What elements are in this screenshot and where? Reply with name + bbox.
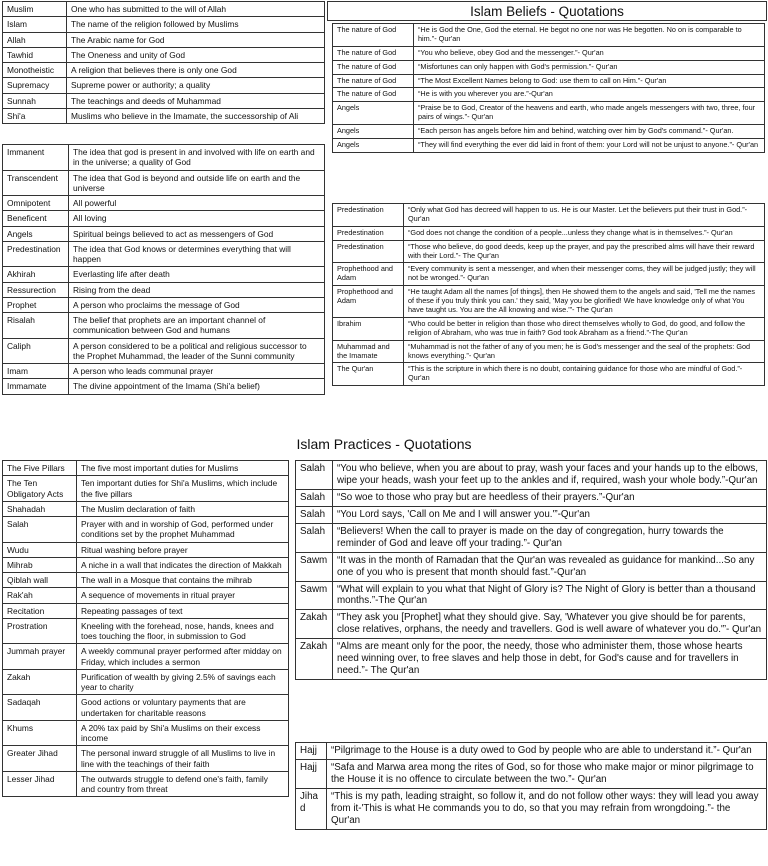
quotation-row <box>296 552 767 581</box>
row-text: “Each person has angels before him and behind, watching over him by God's command.”- Qur'an. <box>414 125 765 139</box>
row-text: A sequence of movements in ritual prayer <box>77 588 289 603</box>
glossary-row <box>3 47 325 62</box>
row-text: “What will explain to you what that Night of Glory is? The Night of Glory is better than a thousand months.”-The Qur'an <box>333 581 767 610</box>
row-label: Mihrab <box>3 557 77 572</box>
row-text: Everlasting life after death <box>69 267 325 282</box>
glossary-table-2 <box>2 144 325 395</box>
glossary-row <box>3 588 289 603</box>
row-label: Angels <box>3 226 69 241</box>
row-label: The nature of God <box>333 46 414 60</box>
row-label: Jihad <box>296 788 327 829</box>
row-label: Akhirah <box>3 267 69 282</box>
glossary-row <box>3 746 289 772</box>
row-label: Salah <box>296 461 333 490</box>
row-text: A person who leads communal prayer <box>69 364 325 379</box>
quotation-row <box>333 317 765 340</box>
quotation-row <box>333 204 765 227</box>
quotation-row <box>333 46 765 60</box>
row-text: “This is my path, leading straight, so follow it, and do not follow other ways: they will lead you away from it-'This is what He commands you to do, so that you may refrain from wrongdoing.”- the Qur'an <box>327 788 767 829</box>
practices-table-1 <box>295 460 767 680</box>
quotation-row <box>296 461 767 490</box>
quotation-row <box>296 743 767 760</box>
row-text: “Who could be better in religion than those who direct themselves wholly to God, do good, and follow the religion of Abraham, who was true in faith? God took Abraham as a friend.”-The Qur'an <box>404 317 765 340</box>
beliefs-group-2 <box>332 203 765 386</box>
row-text: The idea that god is present in and involved with life on earth and in the universe; a quality of God <box>69 145 325 171</box>
row-text: A religion that believes there is only one God <box>67 63 325 78</box>
row-text: Rising from the dead <box>69 282 325 297</box>
row-label: Predestination <box>333 204 404 227</box>
glossary-row <box>3 573 289 588</box>
row-text: Kneeling with the forehead, nose, hands, knees and toes touching the floor, in submission to God <box>77 618 289 644</box>
quotation-row <box>296 759 767 788</box>
quotation-row <box>333 226 765 240</box>
row-label: Caliph <box>3 338 69 364</box>
row-text: The belief that prophets are an important channel of communication between God and humans <box>69 313 325 339</box>
glossary-row <box>3 2 325 17</box>
row-label: Recitation <box>3 603 77 618</box>
row-text: “They will find everything the ever did laid in front of them: your Lord will not be unjust to anyone.”- Qur'an <box>414 139 765 153</box>
glossary-row <box>3 603 289 618</box>
row-text: “He taught Adam all the names [of things], then He showed them to the angels and said, 'Tell me the names of these if you truly think you can.' they said, 'May you be glorified! We have knowledge only of what You have taught us. You are the All knowing and wise.'”- The Qur'an <box>404 286 765 318</box>
glossary-table-3 <box>2 460 289 797</box>
row-label: Monotheistic <box>3 63 67 78</box>
glossary-row <box>3 618 289 644</box>
row-label: Risalah <box>3 313 69 339</box>
glossary-row <box>3 108 325 123</box>
glossary-row <box>3 771 289 797</box>
row-label: Beneficent <box>3 211 69 226</box>
row-text: A 20% tax paid by Shi'a Muslims on their excess income <box>77 720 289 746</box>
row-text: One who has submitted to the will of Allah <box>67 2 325 17</box>
row-label: Shahadah <box>3 501 77 516</box>
row-text: “Every community is sent a messenger, and when their messenger coms, they will be judged justly; they will not be wronged.”- Qur'an <box>404 263 765 286</box>
row-label: The nature of God <box>333 88 414 102</box>
row-text: “Misfortunes can only happen with God's permission.”- Qur'an <box>414 60 765 74</box>
glossary-row <box>3 282 325 297</box>
row-text: The idea that God is beyond and outside life on earth and the universe <box>69 170 325 196</box>
quotation-row <box>333 139 765 153</box>
glossary-row <box>3 241 325 267</box>
row-label: Transcendent <box>3 170 69 196</box>
row-text: A weekly communal prayer performed after midday on Friday, which includes a sermon <box>77 644 289 670</box>
row-text: Repeating passages of text <box>77 603 289 618</box>
quotation-row <box>333 125 765 139</box>
glossary-panel-middle <box>2 144 325 395</box>
glossary-row <box>3 461 289 476</box>
glossary-row <box>3 644 289 670</box>
row-label: Predestination <box>333 240 404 263</box>
row-text: “This is the scripture in which there is no doubt, containing guidance for those who are mindful of God.”- Qur'an <box>404 363 765 386</box>
row-label: Omnipotent <box>3 196 69 211</box>
glossary-row <box>3 267 325 282</box>
row-label: Prophethood and Adam <box>333 263 404 286</box>
row-text: “Safa and Marwa area mong the rites of God, so for those who make major or minor pilgrimage to the House it is no offence to circulate between the two.”- Qur'an <box>327 759 767 788</box>
glossary-row <box>3 517 289 543</box>
glossary-row <box>3 695 289 721</box>
row-text: Muslims who believe in the Imamate, the successorship of Ali <box>67 108 325 123</box>
quotation-row <box>333 286 765 318</box>
quotation-row <box>333 74 765 88</box>
row-text: “Only what God has decreed will happen to us. He is our Master. Let the believers put their trust in God.”- Qur'an <box>404 204 765 227</box>
quotation-row <box>333 263 765 286</box>
glossary-row <box>3 226 325 241</box>
row-label: Angels <box>333 125 414 139</box>
row-text: “Pilgrimage to the House is a duty owed to God by people who are able to understand it.”- Qur'an <box>327 743 767 760</box>
row-label: Tawhid <box>3 47 67 62</box>
glossary-row <box>3 476 289 502</box>
glossary-row <box>3 557 289 572</box>
row-text: “It was in the month of Ramadan that the Qur'an was revealed as guidance for mankind...So any one of you who is present that month should fast.”-Qur'an <box>333 552 767 581</box>
row-label: Immamate <box>3 379 69 394</box>
row-text: Prayer with and in worship of God, performed under conditions set by the prophet Muhammad <box>77 517 289 543</box>
row-label: Wudu <box>3 542 77 557</box>
practices-quotes-2 <box>295 742 767 830</box>
glossary-panel-top <box>2 1 325 124</box>
row-text: “God does not change the condition of a people...unless they change what is in themselves.”- Qur'an <box>404 226 765 240</box>
beliefs-title: Islam Beliefs - Quotations <box>470 4 624 19</box>
row-label: Zakah <box>3 669 77 695</box>
glossary-row <box>3 379 325 394</box>
row-text: Spiritual beings believed to act as messengers of God <box>69 226 325 241</box>
row-label: Angels <box>333 102 414 125</box>
row-text: “You who believe, when you are about to pray, wash your faces and your hands up to the elbows, wipe your heads, wash your feet up to the ankles and if, required, wash your whole body.”-Qur'an <box>333 461 767 490</box>
practices-title-bar <box>0 433 768 455</box>
glossary-row <box>3 211 325 226</box>
row-text: “Those who believe, do good deeds, keep up the prayer, and pay the prescribed alms will have their reward with their Lord.”- The Qur'an <box>404 240 765 263</box>
row-text: “Muhammad is not the father of any of you men; he is God's messenger and the seal of the prophets: God knows everything.”- Qur'an <box>404 340 765 363</box>
glossary-row <box>3 542 289 557</box>
quotation-row <box>333 88 765 102</box>
row-text: Supreme power or authority; a quality <box>67 78 325 93</box>
row-text: The Oneness and unity of God <box>67 47 325 62</box>
glossary-row <box>3 78 325 93</box>
row-label: Hajj <box>296 759 327 788</box>
row-label: The Five Pillars <box>3 461 77 476</box>
row-label: Zakah <box>296 610 333 639</box>
beliefs-table-2 <box>332 203 765 386</box>
quotation-row <box>296 489 767 506</box>
row-label: Immanent <box>3 145 69 171</box>
row-text: The Muslim declaration of faith <box>77 501 289 516</box>
row-text: The outwards struggle to defend one's faith, family and country from threat <box>77 771 289 797</box>
row-label: Supremacy <box>3 78 67 93</box>
row-label: Predestination <box>333 226 404 240</box>
row-label: The nature of God <box>333 74 414 88</box>
row-text: “He is with you wherever you are.”-Qur'an <box>414 88 765 102</box>
row-text: Purification of wealth by giving 2.5% of savings each year to charity <box>77 669 289 695</box>
quotation-row <box>296 506 767 523</box>
quotation-row <box>333 102 765 125</box>
row-label: Salah <box>296 489 333 506</box>
row-label: Sawm <box>296 581 333 610</box>
row-label: Qiblah wall <box>3 573 77 588</box>
row-text: All loving <box>69 211 325 226</box>
practices-glossary-panel <box>2 460 289 797</box>
glossary-row <box>3 196 325 211</box>
row-label: The nature of God <box>333 60 414 74</box>
glossary-row <box>3 297 325 312</box>
row-label: Angels <box>333 139 414 153</box>
row-label: Salah <box>296 523 333 552</box>
row-label: Muslim <box>3 2 67 17</box>
row-label: Greater Jihad <box>3 746 77 772</box>
row-text: “You Lord says, 'Call on Me and I will answer you.'”-Qur'an <box>333 506 767 523</box>
quotation-row <box>296 639 767 680</box>
row-label: Lesser Jihad <box>3 771 77 797</box>
row-label: Hajj <box>296 743 327 760</box>
row-label: Muhammad and the Imamate <box>333 340 404 363</box>
row-text: “They ask you [Prophet] what they should give. Say, 'Whatever you give should be for parents, close relatives, orphans, the needy and travellers. God is well aware of whatever you do.'”- Qur'an <box>333 610 767 639</box>
quotation-row <box>333 240 765 263</box>
row-label: Ressurection <box>3 282 69 297</box>
beliefs-panel <box>327 1 767 21</box>
glossary-row <box>3 93 325 108</box>
row-label: Khums <box>3 720 77 746</box>
row-label: Sunnah <box>3 93 67 108</box>
glossary-row <box>3 720 289 746</box>
quotation-row <box>296 523 767 552</box>
beliefs-group-1 <box>332 23 765 153</box>
row-label: Prophethood and Adam <box>333 286 404 318</box>
row-label: The Ten Obligatory Acts <box>3 476 77 502</box>
row-label: Sadaqah <box>3 695 77 721</box>
beliefs-table-1 <box>332 23 765 153</box>
glossary-row <box>3 669 289 695</box>
quotation-row <box>296 788 767 829</box>
row-text: The five most important duties for Muslims <box>77 461 289 476</box>
glossary-row <box>3 17 325 32</box>
glossary-row <box>3 364 325 379</box>
quotation-row <box>333 24 765 47</box>
row-text: The teachings and deeds of Muhammad <box>67 93 325 108</box>
row-label: The nature of God <box>333 24 414 47</box>
row-label: Imam <box>3 364 69 379</box>
row-label: Prophet <box>3 297 69 312</box>
row-text: The personal inward struggle of all Muslims to live in line with the teachings of their faith <box>77 746 289 772</box>
practices-title: Islam Practices - Quotations <box>296 436 472 452</box>
row-label: Sawm <box>296 552 333 581</box>
row-text: The idea that God knows or determines everything that will happen <box>69 241 325 267</box>
row-label: Predestination <box>3 241 69 267</box>
row-text: “The Most Excellent Names belong to God: use them to call on Him.”- Qur'an <box>414 74 765 88</box>
quotation-row <box>333 363 765 386</box>
row-label: Islam <box>3 17 67 32</box>
row-text: Ten important duties for Shi'a Muslims, which include the five pillars <box>77 476 289 502</box>
row-label: Allah <box>3 32 67 47</box>
quotation-row <box>333 60 765 74</box>
glossary-row <box>3 170 325 196</box>
row-text: The divine appointment of the Imama (Shi'a belief) <box>69 379 325 394</box>
row-label: Rak'ah <box>3 588 77 603</box>
row-text: Ritual washing before prayer <box>77 542 289 557</box>
row-label: Shi'a <box>3 108 67 123</box>
glossary-table-1 <box>2 1 325 124</box>
quotation-row <box>333 340 765 363</box>
row-text: A person who proclaims the message of God <box>69 297 325 312</box>
row-text: The name of the religion followed by Muslims <box>67 17 325 32</box>
row-text: A niche in a wall that indicates the direction of Makkah <box>77 557 289 572</box>
glossary-row <box>3 145 325 171</box>
row-label: Ibrahim <box>333 317 404 340</box>
row-label: Salah <box>3 517 77 543</box>
glossary-row <box>3 32 325 47</box>
row-text: All powerful <box>69 196 325 211</box>
row-label: Zakah <box>296 639 333 680</box>
glossary-row <box>3 501 289 516</box>
row-label: Prostration <box>3 618 77 644</box>
row-text: The Arabic name for God <box>67 32 325 47</box>
glossary-row <box>3 338 325 364</box>
row-label: Jummah prayer <box>3 644 77 670</box>
row-text: A person considered to be a political and religious successor to the Prophet Muhammad, the leader of the Sunni community <box>69 338 325 364</box>
row-text: “You who believe, obey God and the messenger.”- Qur'an <box>414 46 765 60</box>
glossary-row <box>3 313 325 339</box>
row-text: “So woe to those who pray but are heedless of their prayers.”-Qur'an <box>333 489 767 506</box>
row-text: “Believers! When the call to prayer is made on the day of congregation, hurry towards the reminder of God and leave off your trading.”- Qur'an <box>333 523 767 552</box>
glossary-row <box>3 63 325 78</box>
row-text: The wall in a Mosque that contains the mihrab <box>77 573 289 588</box>
row-label: Salah <box>296 506 333 523</box>
row-text: “He is God the One, God the eternal. He begot no one nor was He begotten. No on is comparable to him.”- Qur'an <box>414 24 765 47</box>
quotation-row <box>296 610 767 639</box>
row-label: The Qur'an <box>333 363 404 386</box>
practices-table-2 <box>295 742 767 830</box>
row-text: “Alms are meant only for the poor, the needy, those who administer them, those whose hearts need winning over, to free slaves and help those in debt, for God's cause and for travellers in need.”- The Qur'an <box>333 639 767 680</box>
practices-quotes-1 <box>295 460 767 680</box>
row-text: “Praise be to God, Creator of the heavens and earth, who made angels messengers with two, three, four pairs of wings.”- Qur'an <box>414 102 765 125</box>
quotation-row <box>296 581 767 610</box>
row-text: Good actions or voluntary payments that are undertaken for charitable reasons <box>77 695 289 721</box>
